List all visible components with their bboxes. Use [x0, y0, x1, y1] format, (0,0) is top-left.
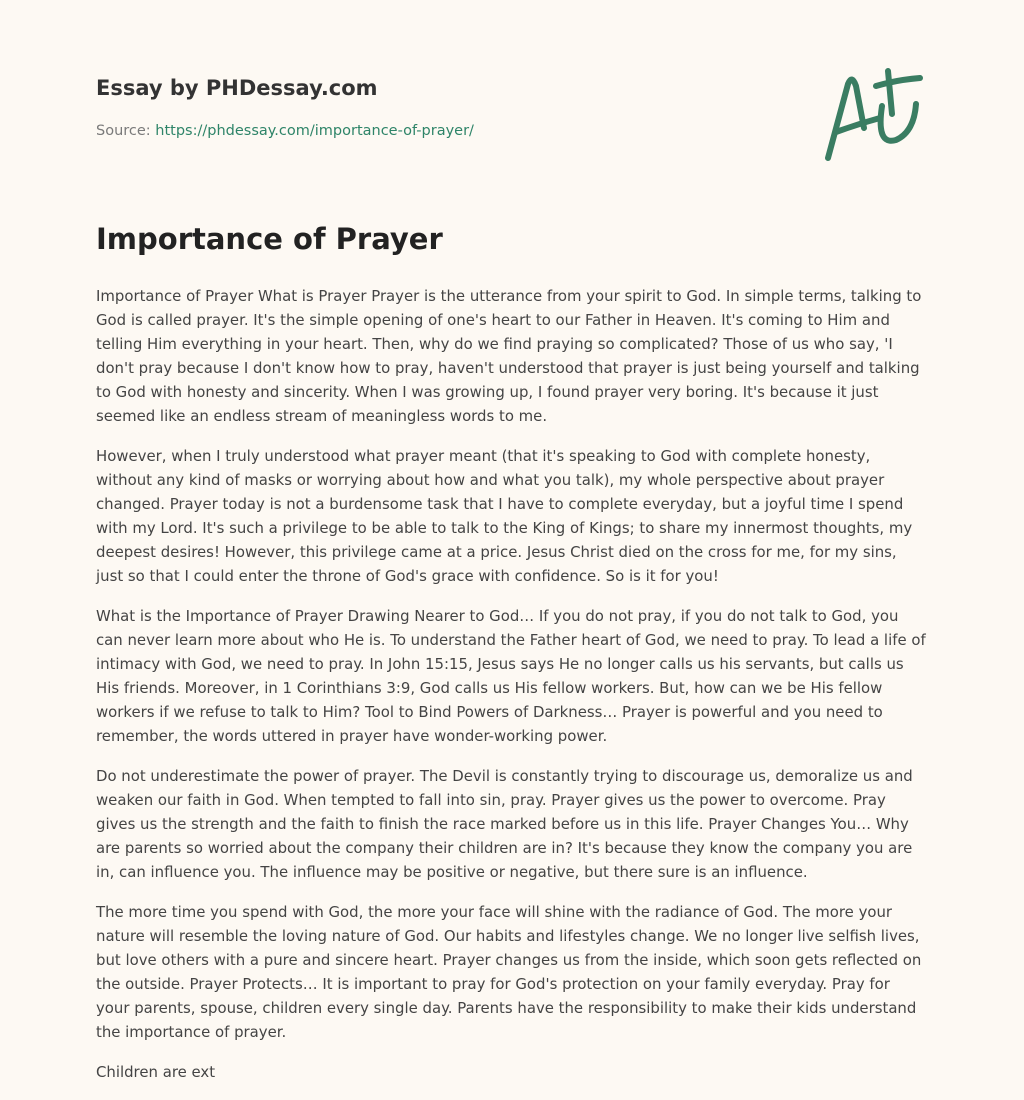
essay-paragraph: What is the Importance of Prayer Drawing Nearer to God… If you do not pray, if you do not talk to God, you can never learn more about who He is. To understand the Father heart of God, we need to pray. To lead a life of intimacy with God, we need to pray. In John 15:15, Jesus says He no longer calls us his servants, but calls us His friends. Moreover, in 1 Corinthians 3:9, God calls us His fellow workers. But, how can we be His fellow workers if we refuse to talk to Him? Tool to Bind Powers of Darkness… Prayer is powerful and you need to remember, the words uttered in prayer have wonder-working power. [96, 607, 926, 745]
essay-title: Importance of Prayer [96, 222, 443, 256]
essay-body [96, 284, 928, 1100]
a-plus-logo-icon [818, 66, 930, 166]
essay-paragraph: The more time you spend with God, the more your face will shine with the radiance of God. The more your nature will resemble the loving nature of God. Our habits and lifestyles change. We no longer live selfish lives, but love others with a pure and sincere heart. Prayer changes us from the inside, which soon gets reflected on the outside. Prayer Protects… It is important to pray for God's protection on your family everyday. Pray for your parents, spouse, children every single day. Parents have the responsibility to make their kids understand the importance of prayer. [96, 903, 922, 1041]
essay-paragraph: However, when I truly understood what prayer meant (that it's speaking to God with complete honesty, without any kind of masks or worrying about how and what you talk), my whole perspective about prayer changed. Prayer today is not a burdensome task that I have to complete everyday, but a joyful time I spend with my Lord. It's such a privilege to be able to talk to the King of Kings; to share my innermost thoughts, my deepest desires! However, this privilege came at a price. Jesus Christ died on the cross for me, for my sins, just so that I could enter the throne of God's grace with confidence. So is it for you! [96, 447, 913, 585]
essay-paragraph-truncated: Children are ext [96, 1063, 216, 1081]
essay-paragraph: Importance of Prayer What is Prayer Prayer is the utterance from your spirit to God. In simple terms, talking to God is called prayer. It's the simple opening of one's heart to our Father in Heaven. It's coming to Him and telling Him everything in your heart. Then, why do we find praying so complicated? Those of us who say, 'I don't pray because I don't know how to pray, haven't understood that prayer is just being yourself and talking to God with honesty and sincerity. When I was growing up, I found prayer very boring. It's because it just seemed like an endless stream of meaningless words to me. [96, 287, 922, 425]
essay-paragraph: Do not underestimate the power of prayer. The Devil is constantly trying to discourage us, demoralize us and weaken our faith in God. When tempted to fall into sin, pray. Prayer gives us the power to overcome. Pray gives us the strength and the faith to finish the race marked before us in this life. Prayer Changes You… Why are parents so worried about the company their children are in? It's because they know the company you are in, can influence you. The influence may be positive or negative, but there sure is an influence. [96, 767, 913, 881]
source-link[interactable]: https://phdessay.com/importance-of-prayer/ [155, 123, 474, 139]
source-label: Source: [96, 123, 151, 139]
site-title: Essay by PHDessay.com [96, 76, 378, 100]
source-line [96, 123, 474, 139]
